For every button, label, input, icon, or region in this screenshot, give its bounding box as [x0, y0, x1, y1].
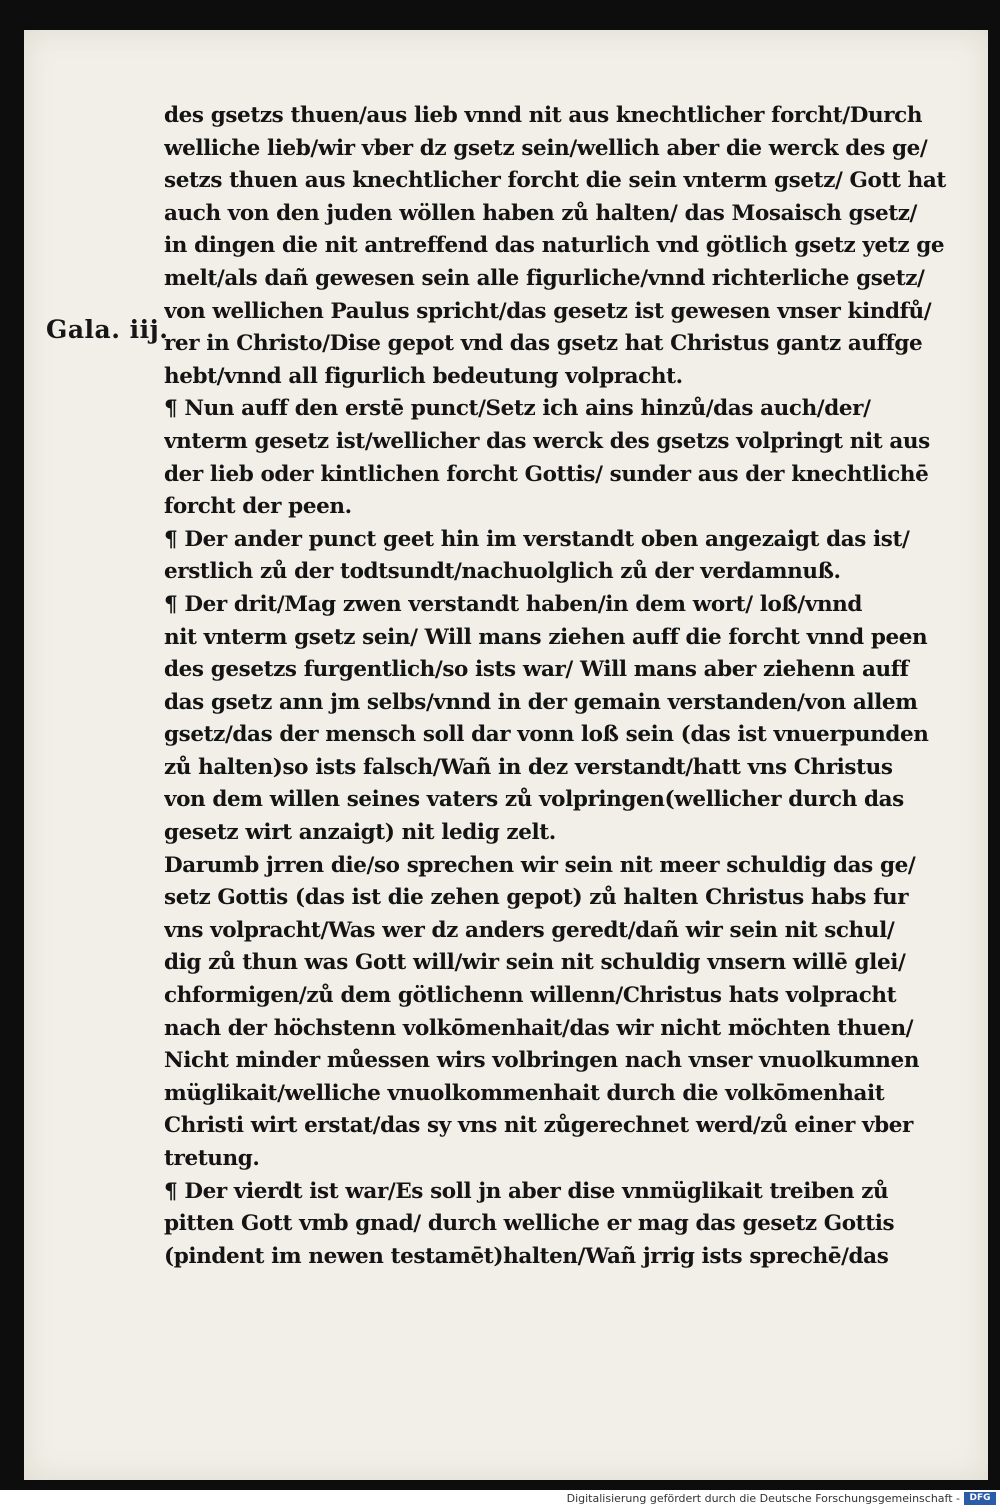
text-line: gesetz wirt anzaigt) nit ledig zelt. [164, 820, 556, 846]
text-line: von wellichen Paulus spricht/das gesetz ist gewesen vnser kindfů/ [164, 298, 932, 324]
text-line: gsetz/das der mensch soll dar vonn loß sein (das ist vnuerpunden [164, 722, 929, 748]
text-line: forcht der peen. [164, 494, 352, 520]
text-line: ¶ Der drit/Mag zwen verstandt haben/in dem wort/ loß/vnnd [164, 591, 863, 617]
text-line: welliche lieb/wir vber dz gsetz sein/wellich aber die werck des ge/ [164, 135, 928, 161]
margin-note: Gala. iij. [46, 315, 169, 344]
text-line: von dem willen seines vaters zů volpringen(wellicher durch das [164, 787, 904, 813]
text-line: tretung. [164, 1146, 260, 1171]
text-line: auch von den juden wöllen haben zů halten/ das Mosaisch gsetz/ [164, 200, 918, 226]
footer-bar [0, 1490, 1000, 1508]
text-line: in dingen die nit antreffend das naturlich vnd götlich gsetz yetz ge [164, 233, 945, 259]
text-line: nach der höchstenn volkōmenhait/das wir nicht möchten thuen/ [164, 1015, 914, 1041]
text-line: das gsetz ann jm selbs/vnnd in der gemain verstanden/von allem [164, 689, 918, 715]
text-line: Darumb jrren die/so sprechen wir sein nit meer schuldig das ge/ [164, 852, 916, 878]
text-line: der lieb oder kintlichen forcht Gottis/ sunder aus der knechtlichē [164, 461, 929, 487]
text-line: müglikait/welliche vnuolkommenhait durch die volkōmenhait [164, 1080, 885, 1106]
text-line: setz Gottis (das ist die zehen gepot) zů halten Christus habs fur [164, 885, 909, 911]
text-line: des gesetzs furgentlich/so ists war/ Will mans aber ziehenn auff [164, 657, 909, 683]
text-line: vnterm gesetz ist/wellicher das werck des gsetzs volpringt nit aus [164, 428, 930, 454]
text-line: Christi wirt erstat/das sy vns nit zůgerechnet werd/zů einer vber [164, 1113, 913, 1139]
text-line: chformigen/zů dem götlichenn willenn/Christus hats volpracht [164, 983, 897, 1009]
text-line: vns volpracht/Was wer dz anders geredt/dañ wir sein nit schul/ [164, 917, 895, 943]
text-line: ¶ Der ander punct geet hin im verstandt oben angezaigt das ist/ [164, 526, 910, 552]
text-line: ¶ Nun auff den erstē punct/Setz ich ains hinzů/das auch/der/ [164, 396, 871, 422]
dfg-logo: DFG [964, 1492, 996, 1505]
text-line: ¶ Der vierdt ist war/Es soll jn aber dise vnmüglikait treiben zů [164, 1178, 889, 1204]
text-line: erstlich zů der todtsundt/nachuolglich zů der verdamnuß. [164, 559, 841, 585]
text-line: zů halten)so ists falsch/Wañ in dez verstandt/hatt vns Christus [164, 754, 893, 780]
text-block [164, 100, 964, 1273]
text-line: nit vnterm gsetz sein/ Will mans ziehen auff die forcht vnnd peen [164, 624, 928, 650]
book-page [24, 30, 988, 1480]
text-line: rer in Christo/Dise gepot vnd das gsetz hat Christus gantz auffge [164, 331, 923, 357]
text-line: melt/als dañ gewesen sein alle figurliche/vnnd richterliche gsetz/ [164, 265, 925, 291]
text-line: setzs thuen aus knechtlicher forcht die sein vnterm gsetz/ Gott hat [164, 168, 946, 194]
text-line: des gsetzs thuen/aus lieb vnnd nit aus knechtlicher forcht/Durch [164, 103, 923, 128]
text-line: hebt/vnnd all figurlich bedeutung volpracht. [164, 363, 683, 389]
text-line: dig zů thun was Gott will/wir sein nit schuldig vnsern willē glei/ [164, 950, 906, 976]
funding-notice: Digitalisierung gefördert durch die Deutsche Forschungsgemeinschaft - [566, 1492, 960, 1505]
text-line: (pindent im newen testamēt)halten/Wañ jrrig ists sprechē/das [164, 1243, 889, 1269]
text-line: pitten Gott vmb gnad/ durch welliche er mag das gesetz Gottis [164, 1211, 895, 1237]
text-line: Nicht minder můessen wirs volbringen nach vnser vnuolkumnen [164, 1048, 920, 1074]
